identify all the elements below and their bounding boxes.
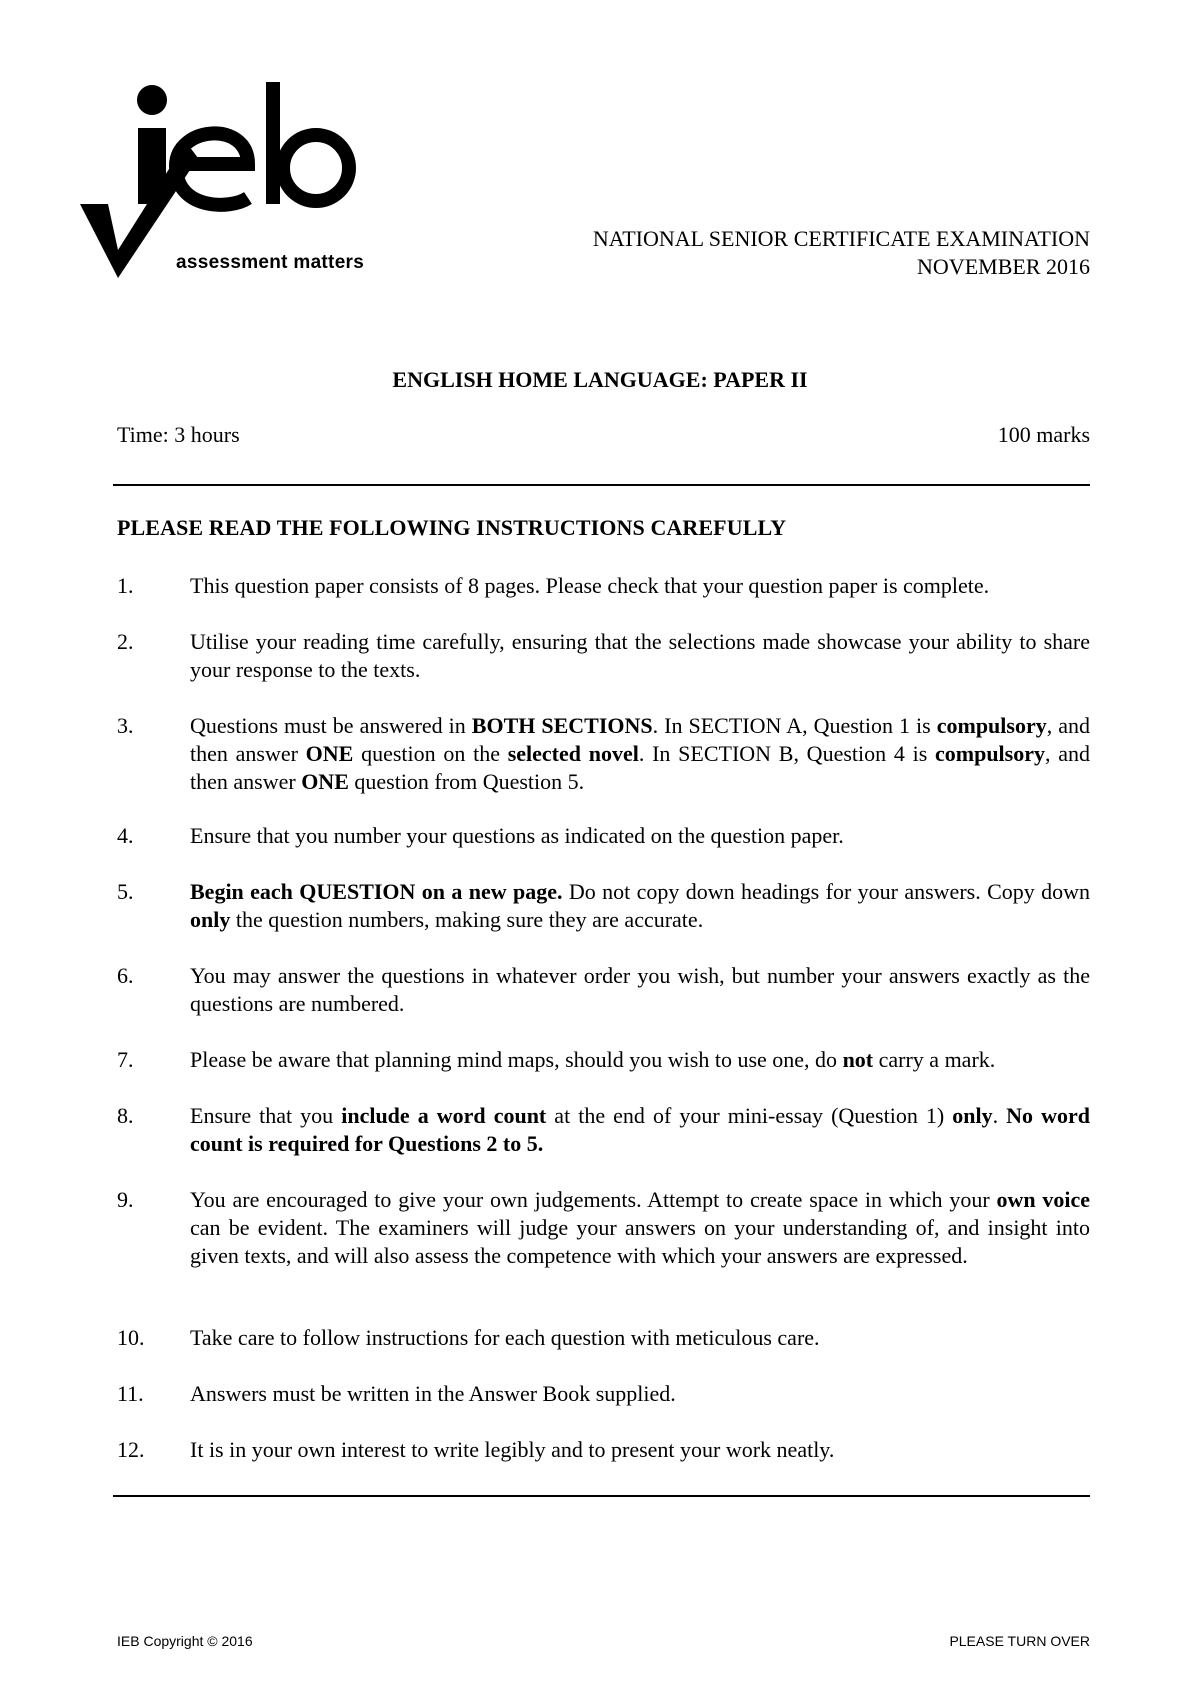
footer-turn-over: PLEASE TURN OVER xyxy=(949,1633,1090,1649)
instruction-text: Questions must be answered in BOTH SECTIONS. In SECTION A, Question 1 is compulsory, and then answer ONE question on the selected novel. In SECTION B, Question 4 is compulsory, and then answer ONE question from Question 5. xyxy=(190,713,1091,794)
instruction-number: 10. xyxy=(117,1325,145,1350)
instruction-item xyxy=(117,878,1090,934)
exam-header xyxy=(593,225,1090,281)
instruction-text: This question paper consists of 8 pages. Please check that your question paper is complete. xyxy=(190,573,990,598)
instruction-item xyxy=(117,1324,1090,1352)
instruction-item xyxy=(117,822,1090,850)
paper-subject-title: ENGLISH HOME LANGUAGE: PAPER II xyxy=(392,367,808,392)
emphasis-text: only xyxy=(952,1103,993,1128)
instruction-text: It is in your own interest to write legibly and to present your work neatly. xyxy=(190,1437,835,1462)
instruction-number: 5. xyxy=(117,879,134,904)
instruction-text: Please be aware that planning mind maps, should you wish to use one, do not carry a mark. xyxy=(190,1047,996,1072)
instruction-text: Ensure that you include a word count at the end of your mini-essay (Question 1) only. No word count is required for Questions 2 to 5. xyxy=(190,1103,1090,1156)
instruction-item xyxy=(117,1436,1090,1464)
instruction-item xyxy=(117,1102,1090,1158)
emphasis-text: only xyxy=(190,907,231,932)
emphasis-text: BOTH SECTIONS xyxy=(471,713,653,738)
emphasis-text: compulsory xyxy=(935,741,1045,766)
instruction-text: You may answer the questions in whatever order you wish, but number your answers exactly as the questions are numbered. xyxy=(190,963,1090,1016)
instructions-heading: PLEASE READ THE FOLLOWING INSTRUCTIONS CAREFULLY xyxy=(117,515,787,540)
instruction-text: Take care to follow instructions for each question with meticulous care. xyxy=(190,1325,820,1350)
instruction-number: 8. xyxy=(117,1103,134,1128)
instruction-text: Ensure that you number your questions as indicated on the question paper. xyxy=(190,823,844,848)
emphasis-text: selected novel xyxy=(507,741,639,766)
time-allowed: Time: 3 hours xyxy=(117,422,240,447)
logo-tagline: assessment matters xyxy=(176,252,365,273)
emphasis-text: own voice xyxy=(996,1187,1090,1212)
top-divider xyxy=(113,484,1090,486)
emphasis-text: ONE xyxy=(305,741,354,766)
exam-title: NATIONAL SENIOR CERTIFICATE EXAMINATION xyxy=(592,226,1090,251)
bottom-divider xyxy=(113,1495,1090,1497)
emphasis-text: include a word count xyxy=(341,1103,547,1128)
instruction-item xyxy=(117,1380,1090,1408)
instruction-text: Answers must be written in the Answer Book supplied. xyxy=(190,1381,676,1406)
instruction-number: 2. xyxy=(117,629,134,654)
instruction-text: You are encouraged to give your own judgements. Attempt to create space in which your own voice can be evident. The examiners will judge your answers on your understanding of, and insight into given texts, and will also assess the competence with which your answers are expressed. xyxy=(190,1187,1090,1268)
instruction-number: 6. xyxy=(117,963,134,988)
exam-date: NOVEMBER 2016 xyxy=(917,254,1090,279)
emphasis-text: compulsory xyxy=(936,713,1047,738)
instruction-number: 9. xyxy=(117,1187,134,1212)
emphasis-text: No word count is required for Questions 2 to 5. xyxy=(190,1103,1090,1156)
instruction-item xyxy=(117,572,1090,600)
instruction-number: 1. xyxy=(117,573,134,598)
instruction-text: Utilise your reading time carefully, ensuring that the selections made showcase your ability to share your response to the texts. xyxy=(190,629,1090,682)
instruction-item xyxy=(117,962,1090,1018)
instruction-item xyxy=(117,712,1090,796)
instruction-text: Begin each QUESTION on a new page. Do not copy down headings for your answers. Copy down only the question numbers, making sure they are accurate. xyxy=(190,879,1090,932)
instruction-item xyxy=(117,1186,1090,1270)
emphasis-text: ONE xyxy=(301,769,349,794)
instruction-item xyxy=(117,628,1090,684)
emphasis-text: Begin each QUESTION on a new page. xyxy=(190,879,563,904)
emphasis-text: not xyxy=(842,1047,874,1072)
instruction-number: 4. xyxy=(117,823,134,848)
instruction-number: 3. xyxy=(117,713,134,738)
footer-copyright: IEB Copyright © 2016 xyxy=(117,1633,253,1649)
ieb-logo xyxy=(80,82,400,302)
instruction-number: 12. xyxy=(117,1437,145,1462)
total-marks: 100 marks xyxy=(997,422,1090,447)
instruction-item xyxy=(117,1046,1090,1074)
instruction-number: 11. xyxy=(117,1381,144,1406)
instruction-number: 7. xyxy=(117,1047,134,1072)
